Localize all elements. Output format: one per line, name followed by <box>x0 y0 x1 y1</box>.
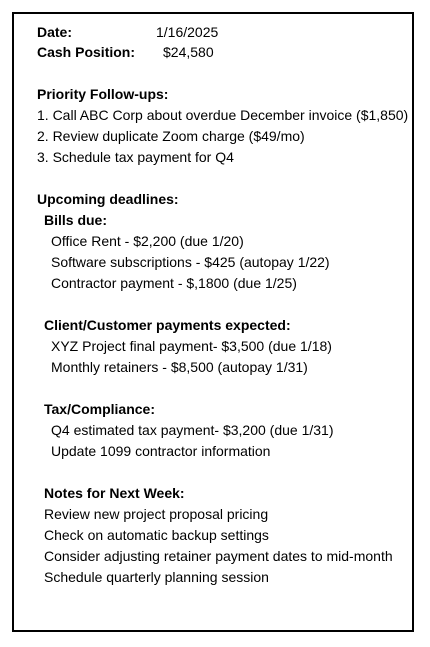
note-item: Consider adjusting retainer payment dates to mid-month <box>44 548 393 564</box>
bill-item: Office Rent - $2,200 (due 1/20) <box>51 233 244 249</box>
payment-item: Monthly retainers - $8,500 (autopay 1/31) <box>51 359 308 375</box>
note-item: Check on automatic backup settings <box>44 527 269 543</box>
note-item: Review new project proposal pricing <box>44 506 269 522</box>
payment-item: XYZ Project final payment- $3,500 (due 1/18) <box>51 338 332 354</box>
date-value: 1/16/2025 <box>156 24 219 40</box>
priority-title: Priority Follow-ups: <box>37 86 169 102</box>
tax-item: Update 1099 contractor information <box>51 443 271 459</box>
priority-item: 2. Review duplicate Zoom charge ($49/mo) <box>37 128 305 144</box>
deadlines-title: Upcoming deadlines: <box>37 191 179 207</box>
notes-title: Notes for Next Week: <box>44 485 185 501</box>
cash-position-label: Cash Position: <box>37 44 136 60</box>
payments-title: Client/Customer payments expected: <box>44 317 291 333</box>
tax-item: Q4 estimated tax payment- $3,200 (due 1/31) <box>51 422 334 438</box>
note-item: Schedule quarterly planning session <box>44 569 269 585</box>
tax-title: Tax/Compliance: <box>44 401 155 417</box>
priority-item: 3. Schedule tax payment for Q4 <box>37 149 234 165</box>
cash-position-value: $24,580 <box>163 44 214 60</box>
date-label: Date: <box>37 24 73 40</box>
priority-item: 1. Call ABC Corp about overdue December invoice ($1,850) <box>37 107 409 123</box>
bill-item: Contractor payment - $,1800 (due 1/25) <box>51 275 297 291</box>
bill-item: Software subscriptions - $425 (autopay 1/22) <box>51 254 330 270</box>
bills-title: Bills due: <box>44 212 108 228</box>
